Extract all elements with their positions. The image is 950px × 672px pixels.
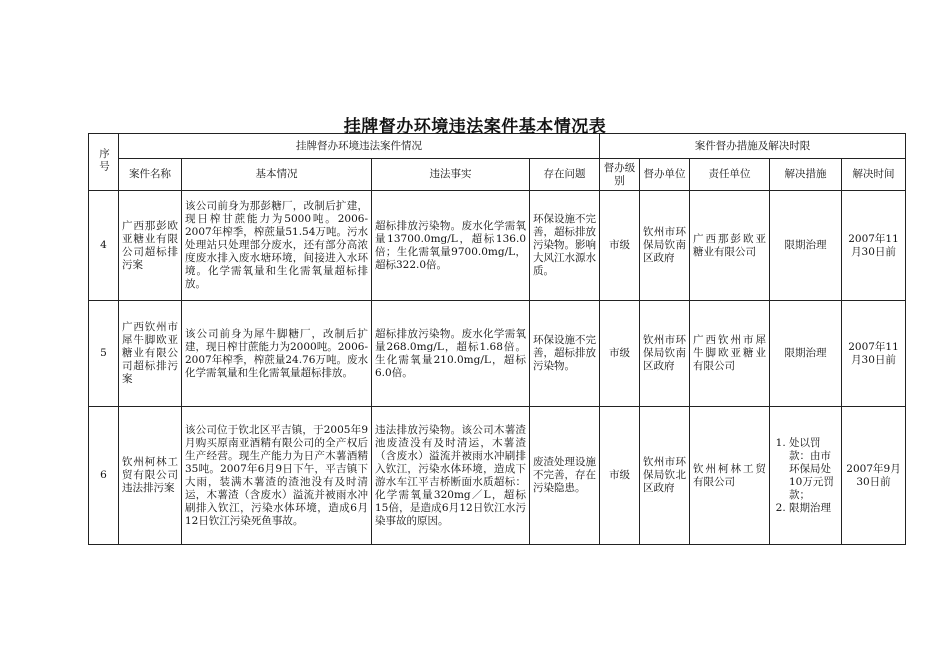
- cell-seq: 5: [89, 301, 119, 407]
- header-supervise-level: 督办级别: [600, 159, 640, 191]
- table-row: [89, 191, 906, 301]
- header-group-case: 挂牌督办环境违法案件情况: [119, 134, 600, 159]
- cell-supervise-unit: 钦州市环保局钦南区政府: [640, 191, 690, 301]
- cell-supervise-unit: 钦州市环保局钦北区政府: [640, 407, 690, 545]
- header-responsible-unit: 责任单位: [690, 159, 770, 191]
- table-row: [89, 407, 906, 545]
- table-row: [89, 301, 906, 407]
- header-measures: 解决措施: [770, 159, 842, 191]
- header-problems: 存在问题: [530, 159, 600, 191]
- measures-item: 1. 处以罚款：由市环保局处10万元罚款；: [789, 437, 838, 502]
- header-supervise-unit: 督办单位: [640, 159, 690, 191]
- cell-responsible-unit: 钦州柯林工贸有限公司: [690, 407, 770, 545]
- header-row-columns: [89, 159, 906, 191]
- header-seq: 序号: [89, 134, 119, 191]
- case-table: [88, 133, 906, 545]
- cell-supervise-level: 市级: [600, 301, 640, 407]
- page-title: 挂牌督办环境违法案件基本情况表: [343, 117, 607, 137]
- cell-problems: 环保设施不完善，超标排放污染物。: [530, 301, 600, 407]
- measures-item: 2. 限期治理: [789, 502, 838, 515]
- cell-problems: 废渣处理设施不完善，存在污染隐患。: [530, 407, 600, 545]
- cell-basic-info: 该公司位于钦北区平吉镇，于2005年9月购买原南亚酒精有限公司的全产权后生产经营。现生产能力为日产木薯酒精35吨。2007年6月9日下午，平吉镇下大雨，装满木薯渣的渣池没有及时清运，木薯渣（含废水）溢流并被雨水冲刷排入钦江，污染水体环境，造成6月12日钦江污染死鱼事故。: [182, 407, 372, 545]
- cell-deadline: 2007年9月30日前: [842, 407, 906, 545]
- cell-deadline: 2007年11月30日前: [842, 191, 906, 301]
- header-deadline: 解决时间: [842, 159, 906, 191]
- cell-seq: 4: [89, 191, 119, 301]
- cell-deadline: 2007年11月30日前: [842, 301, 906, 407]
- cell-responsible-unit: 广西钦州市犀牛脚欧亚糖业有限公司: [690, 301, 770, 407]
- cell-violation: 违法排放污染物。该公司木薯渣池废渣没有及时清运，木薯渣（含废水）溢流并被雨水冲刷排入钦江，污染水体环境，造成下游水车江平吉桥断面水质超标：化学需氧量320mg／L，超标15倍，是造成6月12日钦江水污染事故的原因。: [372, 407, 530, 545]
- cell-supervise-level: 市级: [600, 407, 640, 545]
- cell-supervise-level: 市级: [600, 191, 640, 301]
- cell-measures: 限期治理: [770, 301, 842, 407]
- cell-responsible-unit: 广西那彭欧亚糖业有限公司: [690, 191, 770, 301]
- header-case-name: 案件名称: [119, 159, 182, 191]
- cell-basic-info: 该公司前身为那彭糖厂，改制后扩建，现日榨甘蔗能力为5000吨。2006-2007年榨季，榨蔗量51.54万吨。污水处理站只处理部分废水，还有部分高浓度废水排入废水塘环境，间接进入水环境。化学需氧量和生化需氧量超标排放。: [182, 191, 372, 301]
- cell-basic-info: 该公司前身为犀牛脚糖厂，改制后扩建，现日榨甘蔗能力为2000吨。2006-2007年榨季，榨蔗量24.76万吨。废水化学需氧量和生化需氧量超标排放。: [182, 301, 372, 407]
- measures-list: [773, 437, 838, 515]
- header-basic-info: 基本情况: [182, 159, 372, 191]
- cell-seq: 6: [89, 407, 119, 545]
- header-row-group: [89, 134, 906, 159]
- cell-problems: 环保设施不完善，超标排放污染物。影响大风江水源水质。: [530, 191, 600, 301]
- cell-violation: 超标排放污染物。废水化学需氧量268.0mg/L，超标1.68倍。生化需氧量210.0mg/L，超标6.0倍。: [372, 301, 530, 407]
- cell-supervise-unit: 钦州市环保局钦南区政府: [640, 301, 690, 407]
- header-violation: 违法事实: [372, 159, 530, 191]
- cell-violation: 超标排放污染物。废水化学需氧量13700.0mg/L，超标136.0倍；生化需氧量9700.0mg/L，超标322.0倍。: [372, 191, 530, 301]
- cell-measures: 限期治理: [770, 191, 842, 301]
- cell-case-name: 广西那彭欧亚糖业有限公司超标排污案: [119, 191, 182, 301]
- cell-case-name: 钦州柯林工贸有限公司违法排污案: [119, 407, 182, 545]
- header-group-measures: 案件督办措施及解决时限: [600, 134, 906, 159]
- cell-measures: [770, 407, 842, 545]
- cell-case-name: 广西钦州市犀牛脚欧亚糖业有限公司超标排污案: [119, 301, 182, 407]
